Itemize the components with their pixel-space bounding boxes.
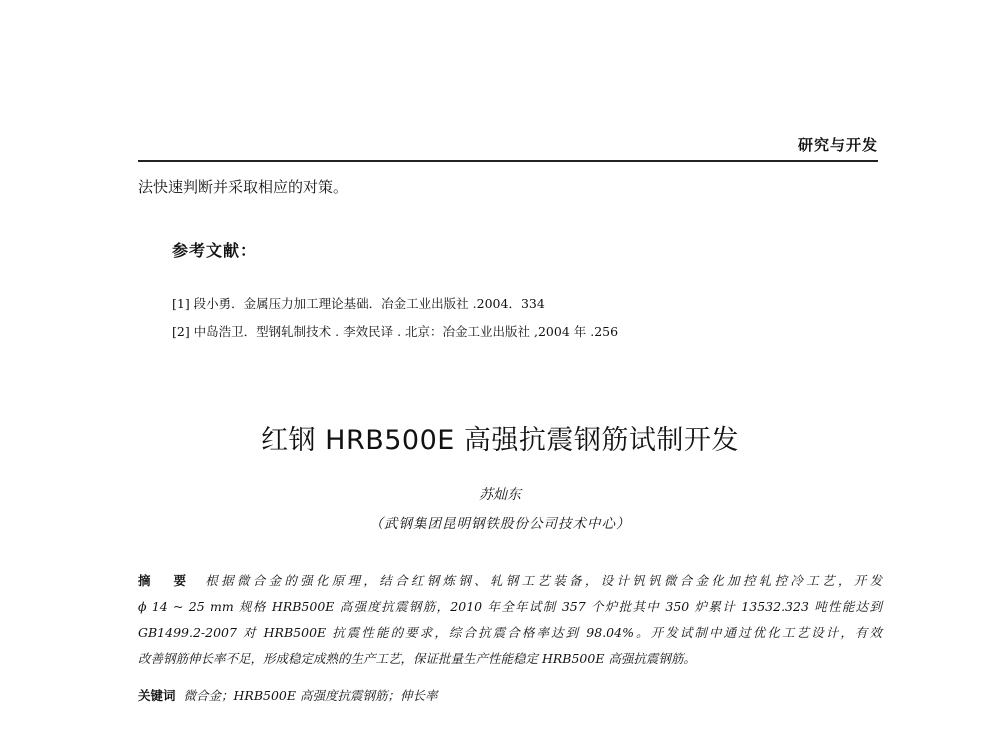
author-name: 苏灿东 bbox=[479, 487, 521, 503]
abstract-text: 根据微合金的强化原理，结合红钢炼钢、轧钢工艺装备，设计钒钒微合金化加控轧控冷工艺，开发 bbox=[205, 573, 882, 588]
reference-item: [2] 中岛浩卫．型钢轧制技术 . 李效民译 . 北京：冶金工业出版社 ,2004 年 .256 bbox=[172, 324, 619, 339]
keywords-label: 关键词 bbox=[138, 688, 176, 703]
abstract bbox=[138, 568, 882, 672]
section-label: 研究与开发 bbox=[797, 136, 878, 154]
article-title: 红钢 HRB500E 高强抗震钢筋试制开发 bbox=[261, 425, 739, 456]
keywords bbox=[138, 686, 437, 704]
keywords-text: 微合金；HRB500E 高强度抗震钢筋；伸长率 bbox=[183, 688, 438, 703]
abstract-line: ϕ 14 ~ 25 mm 规格 HRB500E 高强度抗震钢筋，2010 年全年试制 357 个炉批其中 350 炉累计 13532.323 吨性能达到 bbox=[138, 599, 882, 614]
abstract-line: 改善钢筋伸长率不足，形成稳定成熟的生产工艺，保证批量生产性能稳定 HRB500E 高强抗震钢筋。 bbox=[138, 651, 696, 666]
abstract-line bbox=[138, 568, 882, 594]
references-heading: 参考文献： bbox=[172, 241, 258, 260]
continued-paragraph: 法快速判断并采取相应的对策。 bbox=[138, 178, 349, 196]
author-affiliation: （武钢集团昆明钢铁股份公司技术中心） bbox=[369, 516, 631, 532]
abstract-line: GB1499.2-2007 对 HRB500E 抗震性能的要求，综合抗震合格率达到 98.04%。开发试制中通过优化工艺设计，有效 bbox=[138, 625, 882, 640]
abstract-label: 摘 要 bbox=[138, 573, 196, 588]
header-rule bbox=[138, 160, 878, 162]
reference-item: [1] 段小勇．金属压力加工理论基础．冶金工业出版社 .2004．334 bbox=[172, 296, 545, 311]
